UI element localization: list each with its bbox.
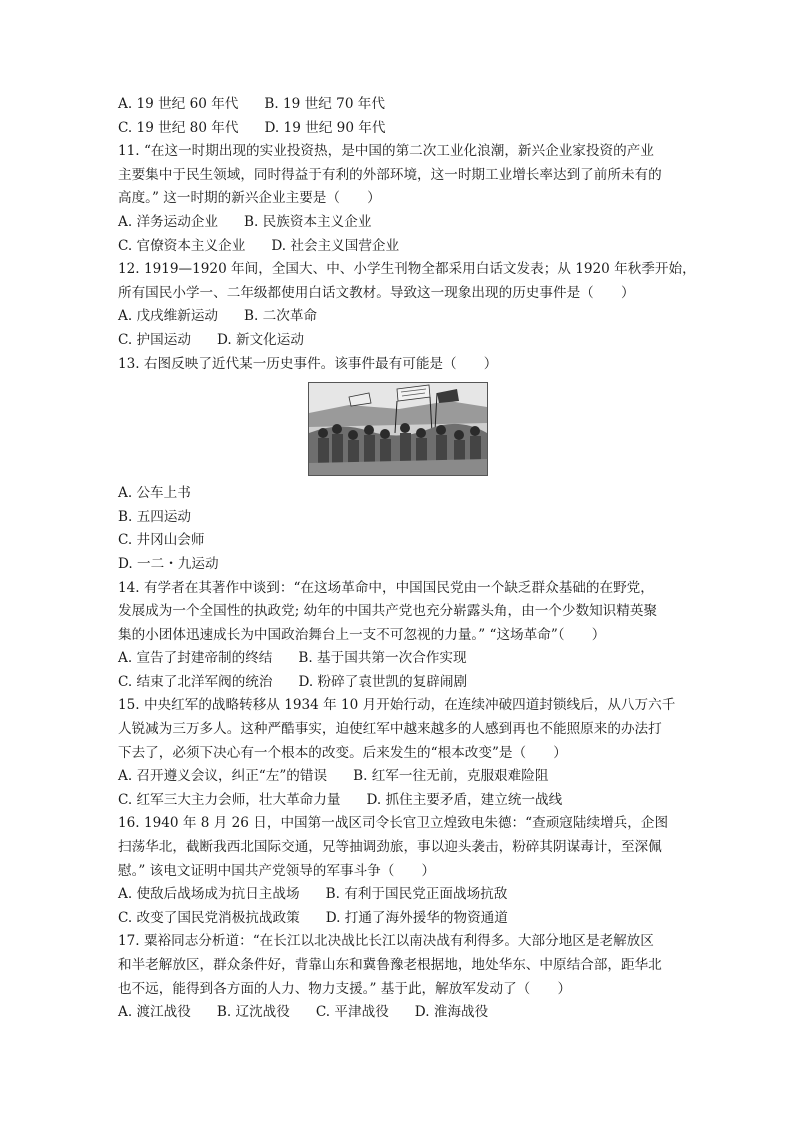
q16-option-c: C. 改变了国民党消极抗战政策 — [118, 909, 300, 926]
q17-stem-line-3: 也不远，能得到各方面的人力、物力支援。” 基于此，解放军发动了（ ） — [118, 980, 572, 997]
q12-stem-line-2: 所有国民小学一、二年级都使用白话文教材。导致这一现象出现的历史事件是（ ） — [118, 284, 635, 301]
q16-option-d: D. 打通了海外援华的物资通道 — [325, 909, 508, 926]
q17-option-c: C. 平津战役 — [315, 1004, 389, 1021]
q17-option-a: A. 渡江战役 — [118, 1004, 191, 1021]
q15-stem-line-3: 下去了，必须下决心有一个根本的改变。后来发生的“根本改变”是（ ） — [118, 744, 567, 761]
q13-option-c: C. 井冈山会师 — [118, 532, 205, 549]
q14-stem-line-1: 14. 有学者在其著作中谈到：“在这场革命中，中国国民党由一个缺乏群众基础的在野党， — [118, 579, 654, 596]
q12-option-a: A. 戊戌维新运动 — [118, 308, 219, 325]
q17-option-b: B. 辽沈战役 — [216, 1004, 290, 1021]
question-list — [118, 93, 696, 1025]
q14-options-row-1 — [118, 647, 678, 671]
q16-option-a: A. 使敌后战场成为抗日主战场 — [118, 886, 300, 903]
q16-options-row-2 — [118, 907, 678, 931]
q11-option-d: D. 社会主义国营企业 — [271, 237, 400, 254]
q14-option-c: C. 结束了北洋军阀的统治 — [118, 673, 273, 690]
q11-stem-line-1: 11. “在这一时期出现的实业投资热，是中国的第二次工业化浪潮，新兴企业家投资的产业 — [118, 143, 654, 160]
q12-option-c: C. 护国运动 — [118, 331, 191, 348]
q17-stem-line-2: 和半老解放区，群众条件好，背靠山东和冀鲁豫老根据地，地处华东、中原结合部，距华北 — [118, 957, 662, 973]
q15-stem-line-1: 15. 中央红军的战略转移从 1934 年 10 月开始行动，在连续冲破四道封锁线后，从八万六千 — [118, 697, 676, 714]
q13-option-d: D. 一二・九运动 — [118, 555, 219, 572]
q13-illustration — [308, 382, 488, 476]
q10-option-a: A. 19 世纪 60 年代 — [118, 96, 239, 112]
q16-option-b: B. 有利于国民党正面战场抗敌 — [325, 886, 508, 903]
q14-option-b: B. 基于国共第一次合作实现 — [298, 650, 467, 667]
q11-option-a: A. 洋务运动企业 — [118, 213, 219, 230]
q17-option-d: D. 淮海战役 — [414, 1004, 489, 1021]
q15-options-row-1 — [118, 765, 678, 789]
q14-stem-line-2: 发展成为一个全国性的执政党; 幼年的中国共产党也充分崭露头角，由一个少数知识精英聚 — [118, 603, 658, 620]
q11-options-row-2 — [118, 235, 678, 259]
q12-options-row-1 — [118, 305, 678, 329]
protest-crowd-illustration — [309, 383, 487, 475]
q16-stem-line-1: 16. 1940 年 8 月 26 日，中国第一战区司令长官卫立煌致电朱德：“查顽寇陆续增兵，企图 — [118, 815, 669, 832]
q11-option-b: B. 民族资本主义企业 — [244, 213, 372, 230]
q16-stem-line-2: 扫荡华北，截断我西北国际交通，兄等抽调劲旅，事以迎头袭击，粉碎其阴谋毒计，至深佩 — [118, 839, 662, 856]
q12-option-d: D. 新文化运动 — [216, 331, 304, 348]
q14-option-d: D. 粉碎了袁世凯的复辟闹剧 — [298, 673, 468, 690]
q17-stem-line-1: 17. 粟裕同志分析道：“在长江以北决战比长江以南决战有利得多。大部分地区是老解放区 — [118, 933, 654, 950]
q14-option-a: A. 宣告了封建帝制的终结 — [118, 650, 273, 667]
q10-option-c: C. 19 世纪 80 年代 — [118, 119, 239, 136]
q13-option-b: B. 五四运动 — [118, 508, 192, 525]
q15-option-b: B. 红军一往无前，克服艰难险阻 — [353, 768, 549, 785]
q15-options-row-2 — [118, 789, 678, 813]
q15-option-c: C. 红军三大主力会师，壮大革命力量 — [118, 791, 341, 808]
q15-stem-line-2: 人锐减为三万多人。这种严酷事实，迫使红军中越来越多的人感到再也不能照原来的办法打 — [118, 721, 662, 738]
q12-option-b: B. 二次革命 — [244, 308, 318, 325]
q12-options-row-2 — [118, 329, 678, 353]
q11-option-c: C. 官僚资本主义企业 — [118, 237, 246, 254]
q11-stem-line-2: 主要集中于民生领域，同时得益于有利的外部环境，这一时期工业增长率达到了前所未有的 — [118, 166, 662, 183]
q10-options-row-1 — [118, 93, 678, 117]
q14-stem-line-3: 集的小团体迅速成长为中国政治舞台上一支不可忽视的力量。” “这场革命”（ ） — [118, 626, 606, 643]
q11-options-row-1 — [118, 211, 678, 235]
q16-options-row-1 — [118, 883, 678, 907]
q16-stem-line-3: 慰。” 该电文证明中国共产党领导的军事斗争（ ） — [118, 862, 436, 879]
q13-stem: 13. 右图反映了近代某一历史事件。该事件最有可能是（ ） — [118, 355, 498, 372]
q14-options-row-2 — [118, 671, 678, 695]
q10-option-b: B. 19 世纪 70 年代 — [264, 96, 385, 112]
q12-stem-line-1: 12. 1919—1920 年间，全国大、中、小学生刊物全都采用白话文发表；从 1920 年秋季开始， — [118, 261, 696, 278]
q10-option-d: D. 19 世纪 90 年代 — [264, 119, 386, 136]
q15-option-d: D. 抓住主要矛盾，建立统一战线 — [366, 791, 563, 808]
q17-options-row — [118, 1001, 678, 1025]
q11-stem-line-3: 高度。” 这一时期的新兴企业主要是（ ） — [118, 190, 381, 207]
q13-option-a: A. 公车上书 — [118, 485, 191, 502]
q15-option-a: A. 召开遵义会议，纠正“左”的错误 — [118, 768, 328, 785]
q10-options-row-2 — [118, 117, 678, 141]
